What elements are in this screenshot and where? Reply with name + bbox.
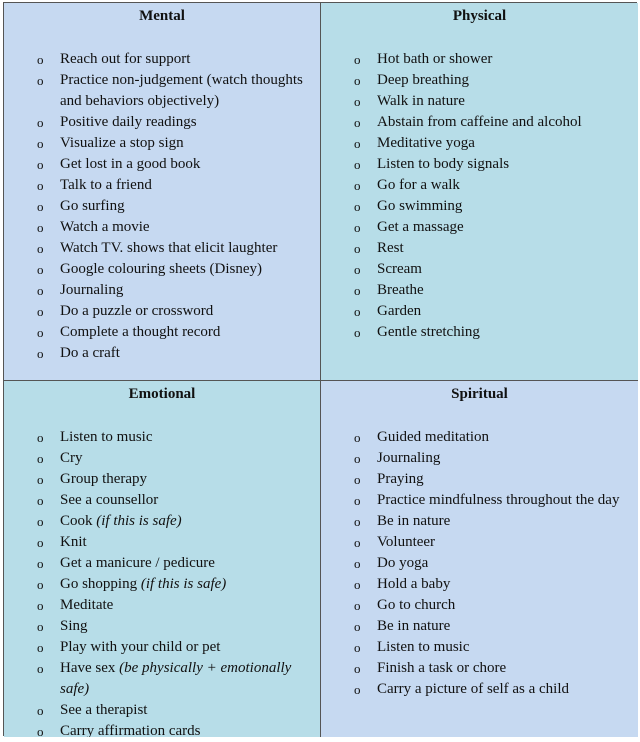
list-item xyxy=(329,679,630,700)
list-item xyxy=(12,238,312,259)
hollow-bullet-icon: o xyxy=(354,73,361,88)
hollow-bullet-icon: o xyxy=(354,136,361,151)
list-item xyxy=(12,133,312,154)
hollow-bullet-icon: o xyxy=(37,157,44,172)
hollow-bullet-icon: o xyxy=(354,115,361,130)
list-item xyxy=(329,217,630,238)
list-item xyxy=(329,238,630,259)
list-item-text: Scream xyxy=(377,261,422,277)
list-item-text: Garden xyxy=(377,303,422,319)
list-item-text: Listen to body signals xyxy=(377,156,510,172)
list-item-text: Watch TV. shows that elicit laughter xyxy=(60,240,278,256)
list-item-text: Listen to music xyxy=(377,639,470,655)
list-item xyxy=(329,133,630,154)
hollow-bullet-icon: o xyxy=(354,535,361,550)
list-item xyxy=(12,196,312,217)
hollow-bullet-icon: o xyxy=(354,52,361,67)
activity-list xyxy=(329,427,630,700)
hollow-bullet-icon: o xyxy=(354,199,361,214)
list-item xyxy=(12,490,312,511)
list-item-text: Hot bath or shower xyxy=(377,51,493,67)
hollow-bullet-icon: o xyxy=(37,52,44,67)
list-item-text: Hold a baby xyxy=(377,576,451,592)
list-item xyxy=(12,700,312,721)
list-item-text: Go for a walk xyxy=(377,177,460,193)
hollow-bullet-icon: o xyxy=(37,346,44,361)
quadrant-heading: Physical xyxy=(452,8,507,24)
hollow-bullet-icon: o xyxy=(354,598,361,613)
list-item xyxy=(329,91,630,112)
list-item-text: See a counsellor xyxy=(60,492,159,508)
list-item xyxy=(329,574,630,595)
hollow-bullet-icon: o xyxy=(354,220,361,235)
hollow-bullet-icon: o xyxy=(37,556,44,571)
hollow-bullet-icon: o xyxy=(37,262,44,277)
list-item-text: Complete a thought record xyxy=(60,324,221,340)
list-item xyxy=(329,490,630,511)
list-item xyxy=(329,511,630,532)
list-item xyxy=(12,637,312,658)
activity-list xyxy=(12,427,312,737)
list-item-note: (be physically + emotionally safe) xyxy=(60,660,292,697)
hollow-bullet-icon: o xyxy=(354,304,361,319)
hollow-bullet-icon: o xyxy=(37,535,44,550)
list-item-text: Abstain from caffeine and alcohol xyxy=(377,114,582,130)
list-item xyxy=(329,49,630,70)
hollow-bullet-icon: o xyxy=(354,325,361,340)
list-item-text: Go to church xyxy=(377,597,456,613)
list-item-text: Cook xyxy=(60,513,97,529)
list-item xyxy=(12,595,312,616)
list-item xyxy=(12,49,312,70)
quadrant-heading: Mental xyxy=(139,8,185,24)
hollow-bullet-icon: o xyxy=(37,598,44,613)
list-item-text: Go surfing xyxy=(60,198,125,214)
list-item-text: Guided meditation xyxy=(377,429,490,445)
hollow-bullet-icon: o xyxy=(37,577,44,592)
list-item xyxy=(329,154,630,175)
list-item xyxy=(12,469,312,490)
hollow-bullet-icon: o xyxy=(354,430,361,445)
list-item xyxy=(12,343,312,364)
list-item-note: (if this is safe) xyxy=(96,513,182,529)
hollow-bullet-icon: o xyxy=(37,136,44,151)
hollow-bullet-icon: o xyxy=(354,619,361,634)
list-item-text: Carry affirmation cards xyxy=(60,723,201,737)
list-item xyxy=(12,301,312,322)
hollow-bullet-icon: o xyxy=(354,94,361,109)
list-item-text: Meditate xyxy=(60,597,114,613)
list-item xyxy=(12,259,312,280)
hollow-bullet-icon: o xyxy=(37,73,44,88)
list-item-text: Practice mindfulness throughout the day xyxy=(377,492,620,508)
hollow-bullet-icon: o xyxy=(354,262,361,277)
list-item xyxy=(12,616,312,637)
list-item xyxy=(329,280,630,301)
activity-list xyxy=(329,49,630,343)
list-item-text: Do a craft xyxy=(60,345,120,361)
hollow-bullet-icon: o xyxy=(354,493,361,508)
hollow-bullet-icon: o xyxy=(37,283,44,298)
hollow-bullet-icon: o xyxy=(37,472,44,487)
list-item-text: Go swimming xyxy=(377,198,463,214)
list-item-text: Journaling xyxy=(377,450,441,466)
list-item xyxy=(329,532,630,553)
list-item xyxy=(12,280,312,301)
hollow-bullet-icon: o xyxy=(37,514,44,529)
list-item xyxy=(329,637,630,658)
list-item-text: Go shopping xyxy=(60,576,141,592)
list-item xyxy=(329,322,630,343)
list-item xyxy=(329,469,630,490)
hollow-bullet-icon: o xyxy=(354,241,361,256)
list-item-text: Praying xyxy=(377,471,424,487)
hollow-bullet-icon: o xyxy=(354,577,361,592)
list-item-text: Play with your child or pet xyxy=(60,639,221,655)
list-item xyxy=(12,448,312,469)
list-item-text: Sing xyxy=(60,618,88,634)
list-item-text: Walk in nature xyxy=(377,93,465,109)
list-item xyxy=(12,175,312,196)
list-item xyxy=(12,427,312,448)
list-item-text: Meditative yoga xyxy=(377,135,475,151)
list-item-text: See a therapist xyxy=(60,702,148,718)
hollow-bullet-icon: o xyxy=(37,640,44,655)
list-item-text: Deep breathing xyxy=(377,72,470,88)
hollow-bullet-icon: o xyxy=(354,514,361,529)
hollow-bullet-icon: o xyxy=(37,199,44,214)
list-item-text: Do a puzzle or crossword xyxy=(60,303,214,319)
list-item xyxy=(329,259,630,280)
list-item xyxy=(329,616,630,637)
hollow-bullet-icon: o xyxy=(354,178,361,193)
list-item xyxy=(12,532,312,553)
list-item xyxy=(329,196,630,217)
list-item-text: Get a manicure / pedicure xyxy=(60,555,215,571)
list-item xyxy=(12,511,312,532)
list-item-note: (if this is safe) xyxy=(140,576,227,592)
hollow-bullet-icon: o xyxy=(354,682,361,697)
list-item-text: Knit xyxy=(60,534,87,550)
list-item-text: Have sex xyxy=(60,660,120,676)
list-item-text: Do yoga xyxy=(377,555,429,571)
list-item xyxy=(329,448,630,469)
list-item-text: Google colouring sheets (Disney) xyxy=(60,261,263,277)
list-item-text: Talk to a friend xyxy=(60,177,152,193)
hollow-bullet-icon: o xyxy=(37,115,44,130)
list-item-text: Group therapy xyxy=(60,471,148,487)
list-item xyxy=(12,322,312,343)
hollow-bullet-icon: o xyxy=(37,619,44,634)
hollow-bullet-icon: o xyxy=(37,451,44,466)
list-item xyxy=(12,658,312,700)
quadrant-spiritual xyxy=(321,381,638,737)
list-item xyxy=(12,721,312,737)
list-item-text: Listen to music xyxy=(60,429,153,445)
quadrant-physical xyxy=(321,3,638,381)
list-item-text: Practice non-judgement (watch thoughts and behaviors objectively) xyxy=(60,72,303,109)
self-care-table xyxy=(3,2,637,736)
list-item-text: Breathe xyxy=(377,282,424,298)
list-item xyxy=(12,217,312,238)
list-item xyxy=(329,175,630,196)
list-item-text: Positive daily readings xyxy=(60,114,197,130)
hollow-bullet-icon: o xyxy=(354,556,361,571)
hollow-bullet-icon: o xyxy=(37,241,44,256)
list-item xyxy=(329,595,630,616)
list-item xyxy=(329,427,630,448)
list-item xyxy=(12,70,312,112)
hollow-bullet-icon: o xyxy=(354,157,361,172)
list-item-text: Finish a task or chore xyxy=(377,660,507,676)
hollow-bullet-icon: o xyxy=(37,304,44,319)
list-item xyxy=(12,574,312,595)
quadrant-heading: Spiritual xyxy=(451,386,508,402)
quadrant-mental xyxy=(4,3,321,381)
list-item-text: Watch a movie xyxy=(60,219,150,235)
list-item-text: Get a massage xyxy=(377,219,464,235)
quadrant-emotional xyxy=(4,381,321,737)
hollow-bullet-icon: o xyxy=(354,472,361,487)
list-item-text: Gentle stretching xyxy=(377,324,480,340)
hollow-bullet-icon: o xyxy=(354,451,361,466)
list-item xyxy=(12,112,312,133)
hollow-bullet-icon: o xyxy=(37,430,44,445)
list-item-text: Be in nature xyxy=(377,513,451,529)
hollow-bullet-icon: o xyxy=(354,661,361,676)
list-item-text: Reach out for support xyxy=(60,51,191,67)
list-item-text: Carry a picture of self as a child xyxy=(377,681,570,697)
hollow-bullet-icon: o xyxy=(37,325,44,340)
list-item xyxy=(329,553,630,574)
list-item-text: Cry xyxy=(60,450,83,466)
list-item xyxy=(329,70,630,91)
list-item-text: Get lost in a good book xyxy=(60,156,201,172)
list-item-text: Visualize a stop sign xyxy=(60,135,184,151)
list-item-text: Rest xyxy=(377,240,404,256)
list-item-text: Volunteer xyxy=(377,534,436,550)
list-item xyxy=(12,553,312,574)
hollow-bullet-icon: o xyxy=(354,283,361,298)
hollow-bullet-icon: o xyxy=(37,178,44,193)
list-item xyxy=(329,112,630,133)
list-item-text: Be in nature xyxy=(377,618,451,634)
quadrant-heading: Emotional xyxy=(128,386,196,402)
list-item-text: Journaling xyxy=(60,282,124,298)
list-item xyxy=(329,301,630,322)
hollow-bullet-icon: o xyxy=(37,724,44,737)
list-item xyxy=(329,658,630,679)
activity-list xyxy=(12,49,312,364)
hollow-bullet-icon: o xyxy=(37,493,44,508)
hollow-bullet-icon: o xyxy=(37,220,44,235)
hollow-bullet-icon: o xyxy=(37,661,44,676)
hollow-bullet-icon: o xyxy=(37,703,44,718)
list-item xyxy=(12,154,312,175)
hollow-bullet-icon: o xyxy=(354,640,361,655)
